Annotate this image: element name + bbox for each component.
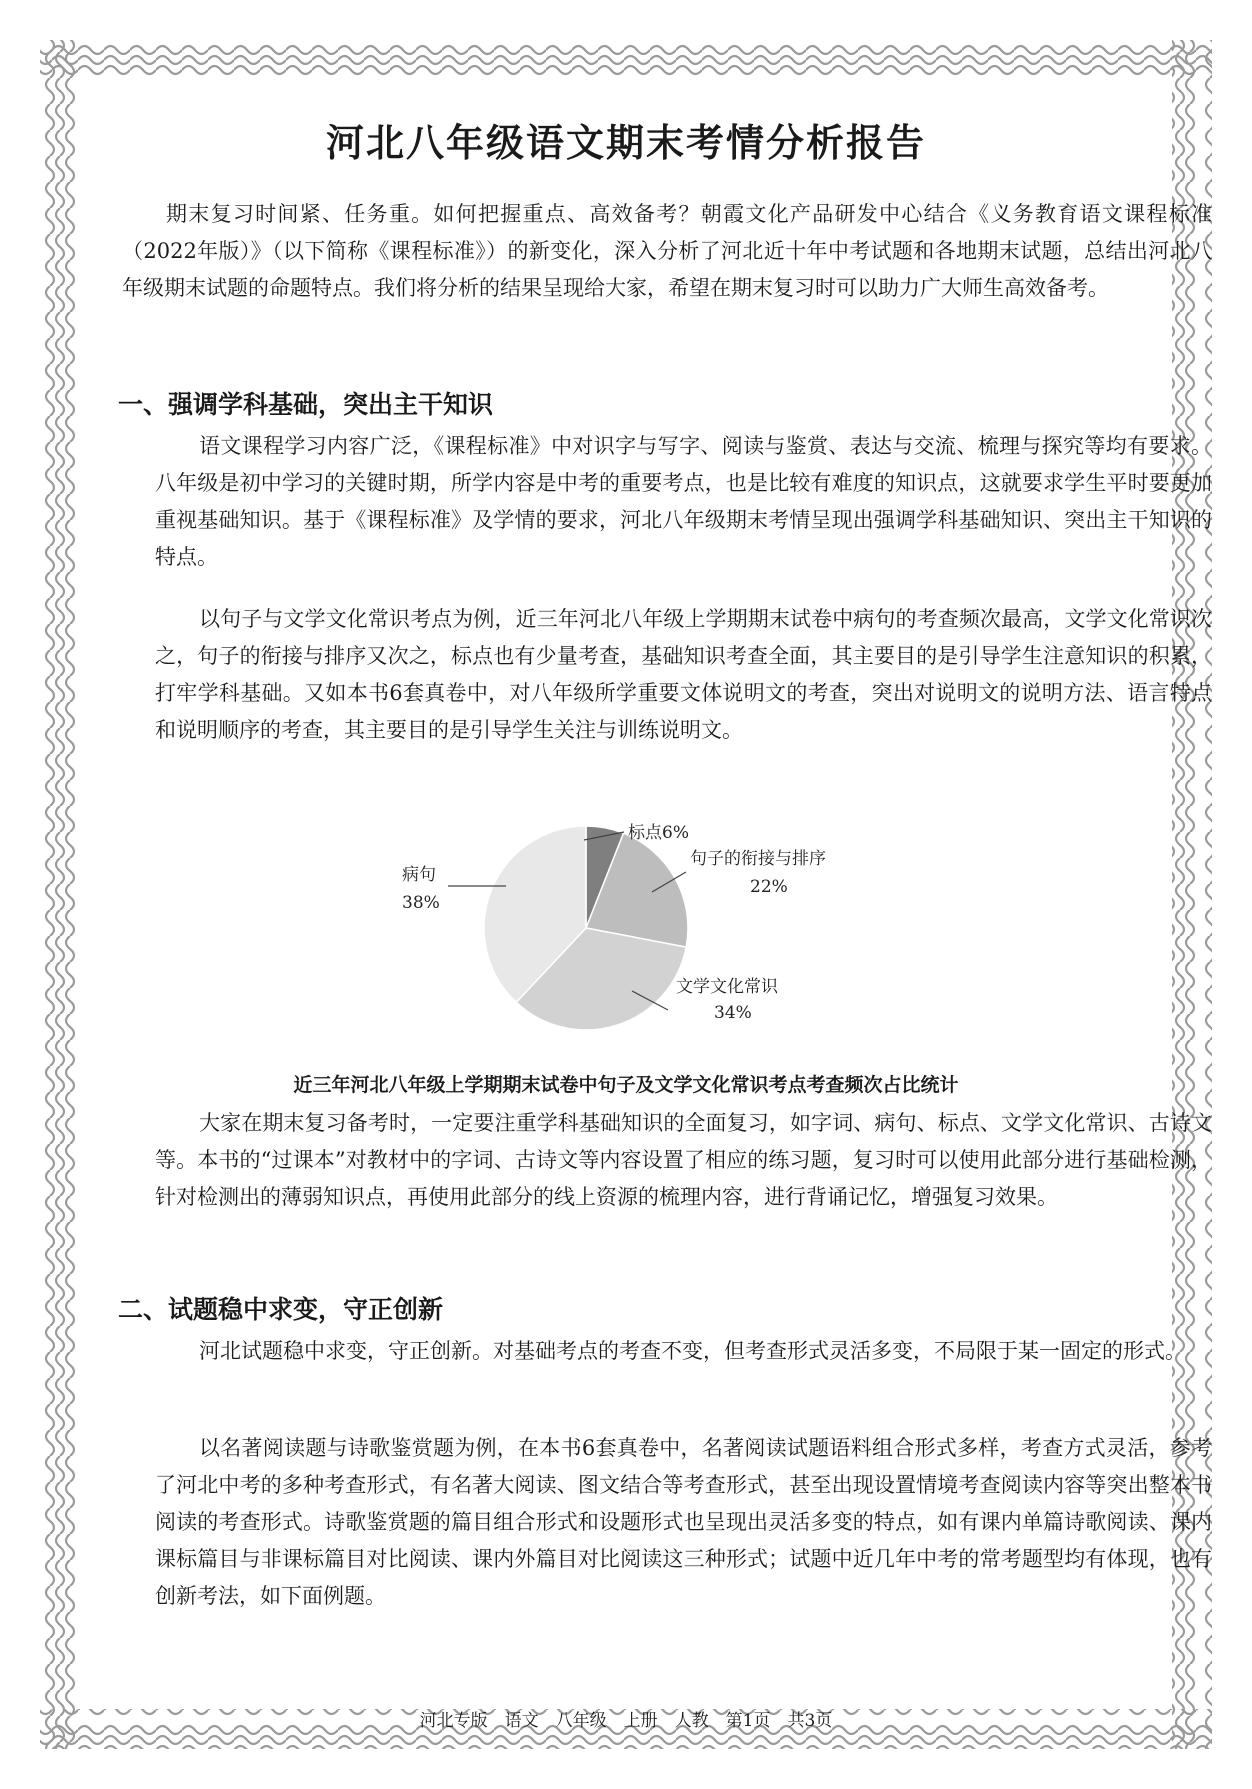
section-2-paragraph-2: 以名著阅读题与诗歌鉴赏题为例，在本书6套真卷中，名著阅读试题语料组合形式多样，考查方式灵活，参考了河北中考的多种考查形式，有名著大阅读、图文结合等考查形式，甚至出现设置情境考查阅读内容等突出整本书阅读的考查形式。诗歌鉴赏题的篇目组合形式和设题形式也呈现出灵活多变的特点，如有课内单篇诗歌阅读、课内课标篇目与非课标篇目对比阅读、课内外篇目对比阅读这三种形式；试题中近几年中考的常考题型均有体现，也有创新考法，如下面例题。 [155,1436,1212,1608]
chart-caption: 近三年河北八年级上学期期末试卷中句子及文学文化常识考点考查频次占比统计 [293,1074,959,1096]
label-bingju-value: 38% [402,893,440,913]
section-2-heading: 二、试题稳中求变，守正创新 [118,1295,444,1324]
section-1-paragraph-2: 以句子与文学文化常识考点为例，近三年河北八年级上学期期末试卷中病句的考查频次最高，文学文化常识次之，句子的衔接与排序又次之，标点也有少量考查，基础知识考查全面，其主要目的是引导学生注意知识的积累，打牢学科基础。又如本书6套真卷中，对八年级所学重要文体说明文的考查，突出对说明文的说明方法、语言特点和说明顺序的考查，其主要目的是引导学生关注与训练说明文。 [155,607,1212,742]
label-juzi-name: 句子的衔接与排序 [690,849,826,869]
page-footer: 河北专版 语文 八年级 上册 人教 第1页 共3页 [419,1711,833,1731]
label-biaodian-name: 标点 [628,823,662,843]
label-juzi-value: 22% [750,877,788,897]
label-bingju-name: 病句 [402,865,436,885]
section-1-paragraph-3: 大家在期末复习备考时，一定要注重学科基础知识的全面复习，如字词、病句、标点、文学文化常识、古诗文等。本书的“过课本”对教材中的字词、古诗文等内容设置了相应的练习题，复习时可以使用此部分进行基础检测，针对检测出的薄弱知识点，再使用此部分的线上资源的梳理内容，进行背诵记忆，增强复习效果。 [155,1111,1212,1209]
section-2-paragraph-1: 河北试题稳中求变，守正创新。对基础考点的考查不变，但考查形式灵活多变，不局限于某一固定的形式。 [199,1339,1186,1363]
label-wenxue-value: 34% [714,1003,752,1023]
page-title: 河北八年级语文期末考情分析报告 [325,121,926,165]
section-1-heading: 一、强调学科基础，突出主干知识 [118,390,494,419]
svg-text:标点6% [628,823,689,843]
label-wenxue-name: 文学文化常识 [676,977,778,997]
pie-chart [400,820,860,1060]
intro-paragraph: 期末复习时间紧、任务重。如何把握重点、高效备考？朝霞文化产品研发中心结合《义务教育语文课程标准（2022年版）》（以下简称《课程标准》）的新变化，深入分析了河北近十年中考试题和各地期末试题，总结出河北八年级期末试题的命题特点。我们将分析的结果呈现给大家，希望在期末复习时可以助力广大师生高效备考。 [122,202,1212,300]
section-1-paragraph-1: 语文课程学习内容广泛，《课程标准》中对识字与写字、阅读与鉴赏、表达与交流、梳理与探究等均有要求。八年级是初中学习的关键时期，所学内容是中考的重要考点，也是比较有难度的知识点，这就要求学生平时要更加重视基础知识。基于《课程标准》及学情的要求，河北八年级期末考情呈现出强调学科基础知识、突出主干知识的特点。 [155,434,1212,569]
label-biaodian-value: 6% [662,823,689,843]
